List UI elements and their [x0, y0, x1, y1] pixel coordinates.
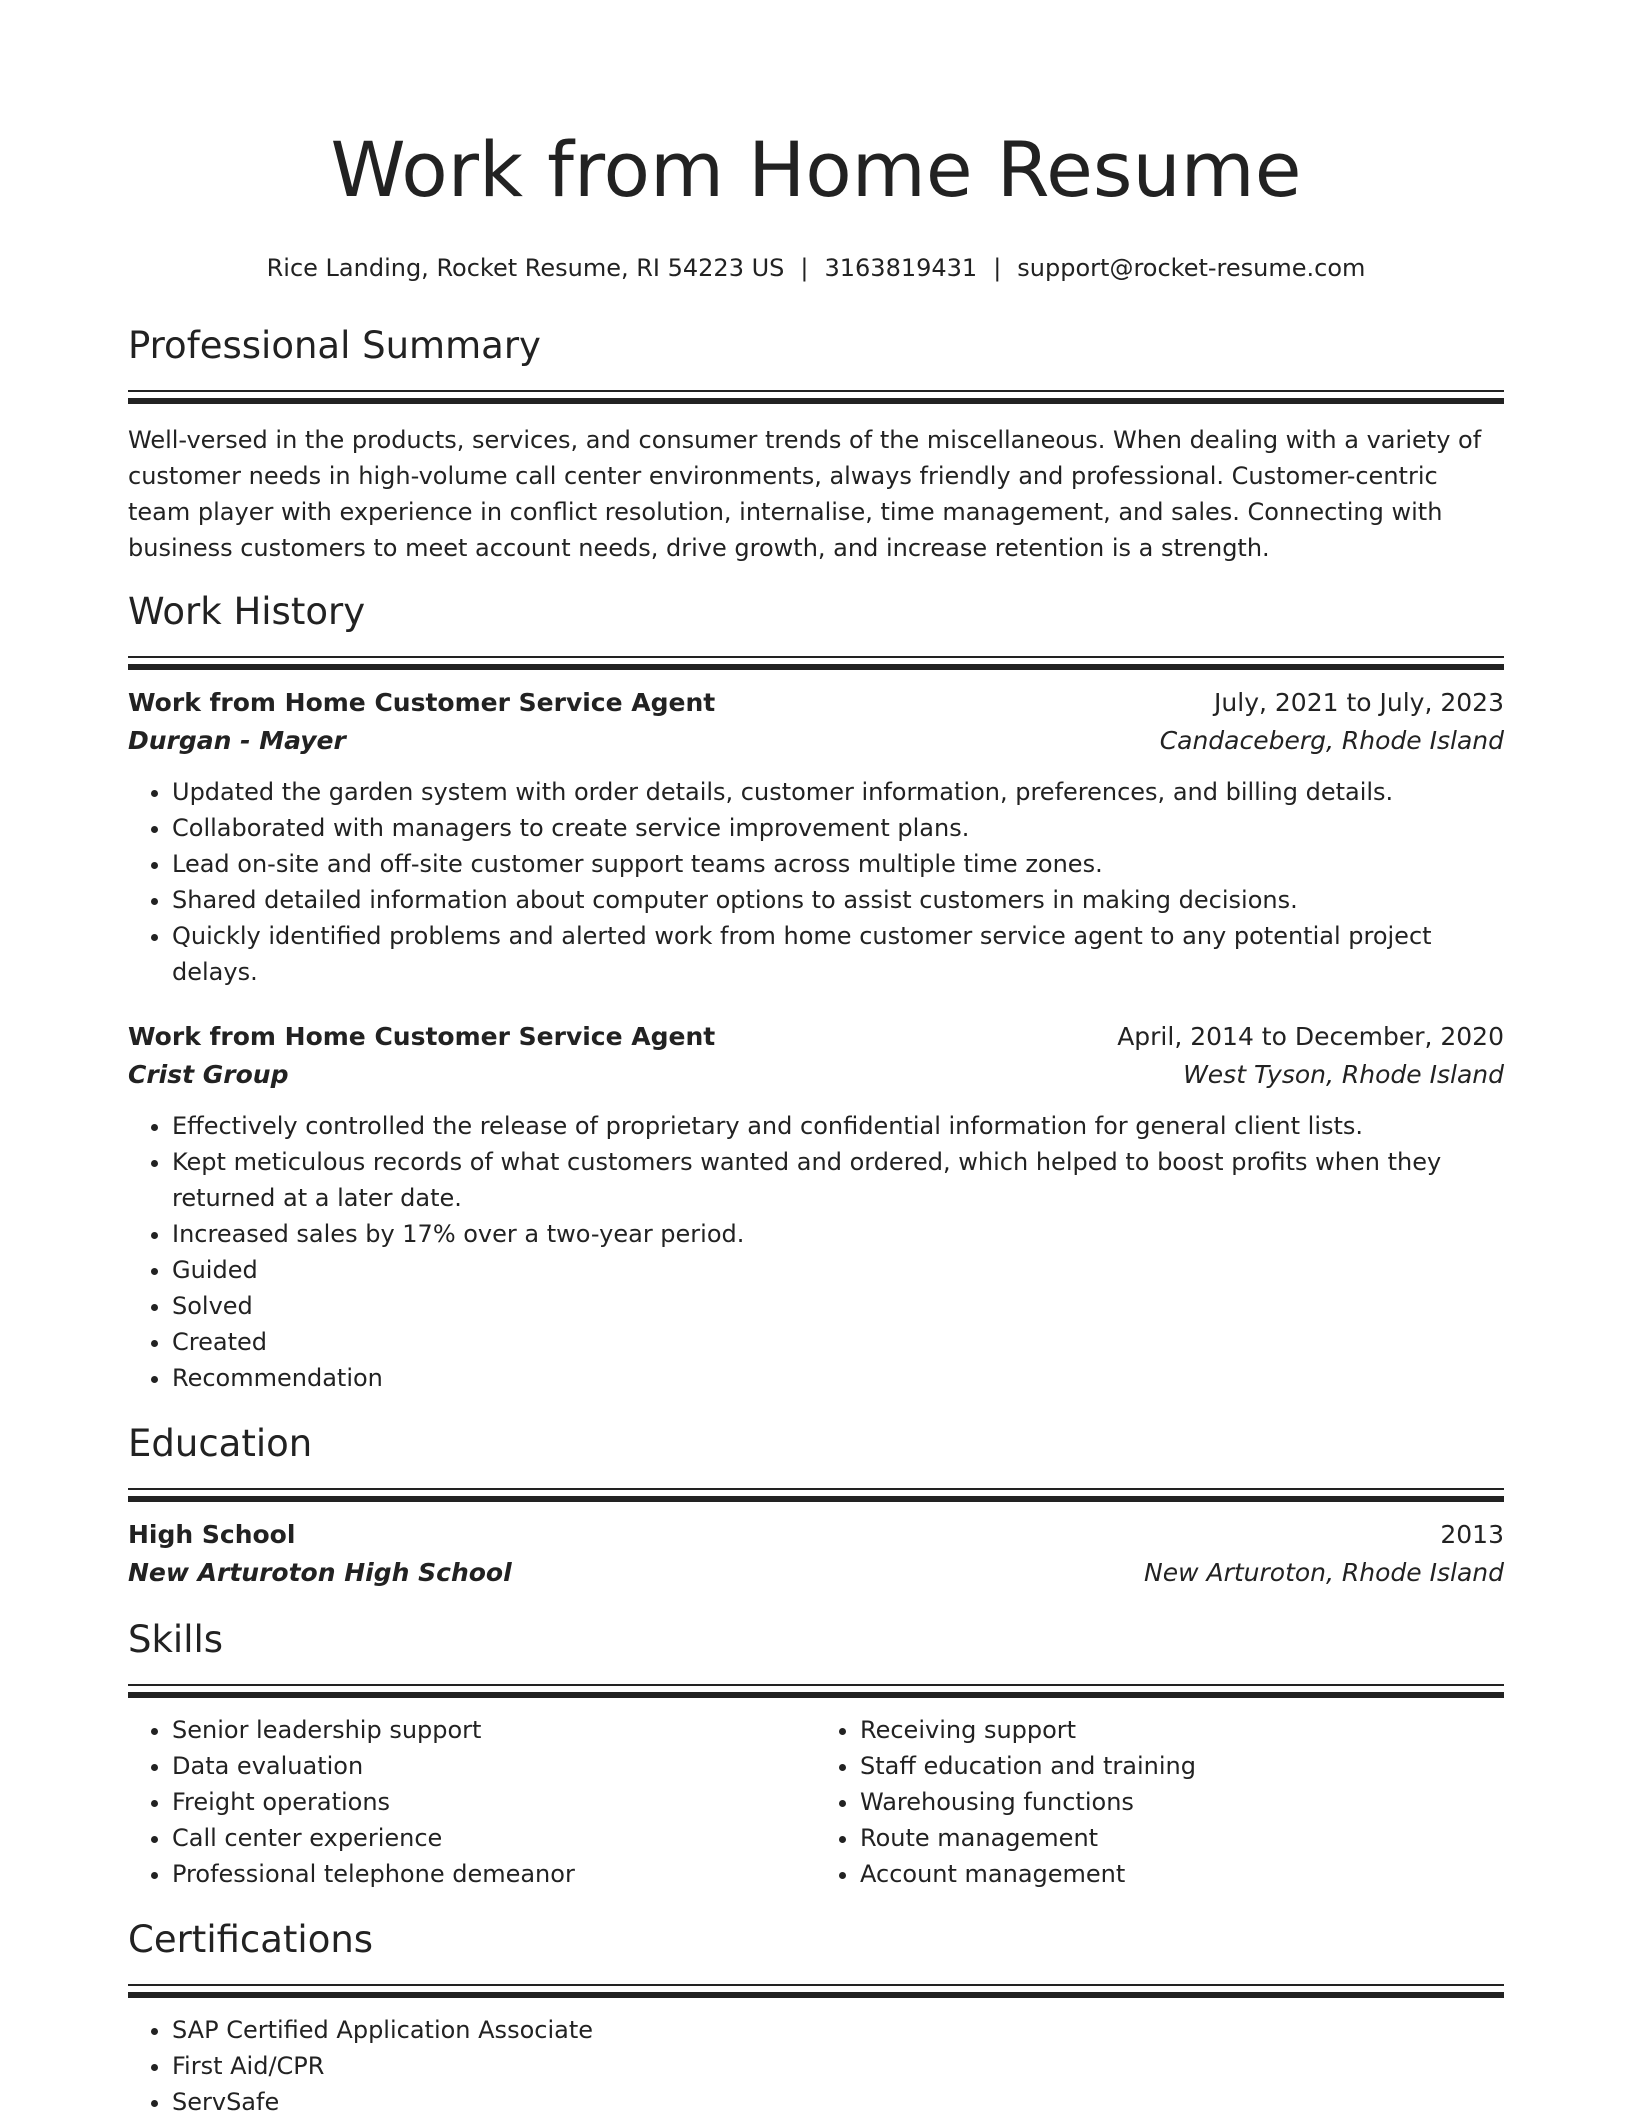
- work-section: [128, 588, 1504, 1396]
- list-item: • Quickly identified problems and alerted work from home customer service agent to any potential project delays.: [172, 918, 1504, 990]
- list-item: • Recommendation: [172, 1360, 1504, 1396]
- job-title: Work from Home Customer Service Agent: [128, 1022, 716, 1051]
- list-item: • Increased sales by 17% over a two-year period.: [172, 1216, 1504, 1252]
- list-item: • Senior leadership support: [172, 1712, 816, 1748]
- job-dates: July, 2021 to July, 2023: [1214, 688, 1504, 717]
- education-degree: High School: [128, 1520, 296, 1549]
- section-heading-summary: Professional Summary: [128, 324, 541, 367]
- list-item: • Professional telephone demeanor: [172, 1856, 816, 1892]
- contact-email: support@rocket-resume.com: [1017, 254, 1366, 282]
- education-school: New Arturoton High School: [128, 1558, 512, 1587]
- list-item: • Guided: [172, 1252, 1504, 1288]
- job-subheader: [128, 1056, 1504, 1094]
- list-item: • Call center experience: [172, 1820, 816, 1856]
- list-item: • Route management: [860, 1820, 1504, 1856]
- section-heading-work: Work History: [128, 590, 366, 633]
- education-entry: [128, 1516, 1504, 1592]
- job-bullets: [128, 774, 1504, 990]
- education-subheader: [128, 1554, 1504, 1592]
- list-item: • Solved: [172, 1288, 1504, 1324]
- summary-section: [128, 322, 1504, 566]
- skills-columns: [128, 1712, 1504, 1892]
- contact-line: [128, 252, 1504, 284]
- list-item: • Warehousing functions: [860, 1784, 1504, 1820]
- job-header: [128, 1018, 1504, 1056]
- education-location: New Arturoton, Rhode Island: [1144, 1558, 1504, 1587]
- certifications-section: [128, 1916, 1504, 2120]
- list-item: • Effectively controlled the release of proprietary and confidential information for general client lists.: [172, 1108, 1504, 1144]
- list-item: • Data evaluation: [172, 1748, 816, 1784]
- section-divider: [128, 1984, 1504, 1998]
- job-entry: [128, 684, 1504, 990]
- job-header: [128, 684, 1504, 722]
- resume-page: [128, 0, 1504, 2120]
- certifications-list: [128, 2012, 1504, 2120]
- list-item: • Freight operations: [172, 1784, 816, 1820]
- education-section: [128, 1420, 1504, 1592]
- section-divider: [128, 656, 1504, 670]
- job-bullets: [128, 1108, 1504, 1396]
- list-item: • Created: [172, 1324, 1504, 1360]
- resume-title: Work from Home Resume: [330, 125, 1302, 214]
- summary-text: Well-versed in the products, services, and consumer trends of the miscellaneous. When dealing with a variety of customer needs in high-volume call center environments, always friendly and professional. Customer-centric team player with experience in conflict resolution, internalise, time management, and sales. Connecting with business customers to meet account needs, drive growth, and increase retention is a strength.: [128, 426, 1482, 562]
- section-heading-skills: Skills: [128, 1618, 224, 1661]
- job-entry: [128, 1018, 1504, 1396]
- list-item: • Lead on-site and off-site customer support teams across multiple time zones.: [172, 846, 1504, 882]
- job-company: Durgan - Mayer: [128, 726, 346, 755]
- list-item: • Account management: [860, 1856, 1504, 1892]
- education-header: [128, 1516, 1504, 1554]
- list-item: • Updated the garden system with order details, customer information, preferences, and billing details.: [172, 774, 1504, 810]
- job-location: West Tyson, Rhode Island: [1183, 1060, 1504, 1089]
- education-year: 2013: [1440, 1520, 1504, 1549]
- contact-address: Rice Landing, Rocket Resume, RI 54223 US: [266, 254, 785, 282]
- skills-list-left: [128, 1712, 816, 1892]
- section-heading-certifications: Certifications: [128, 1918, 374, 1961]
- section-heading-education: Education: [128, 1422, 313, 1465]
- job-location: Candaceberg, Rhode Island: [1159, 726, 1504, 755]
- list-item: • ServSafe: [172, 2084, 1504, 2120]
- contact-separator: |: [800, 254, 809, 282]
- section-divider: [128, 1488, 1504, 1502]
- job-title: Work from Home Customer Service Agent: [128, 688, 716, 717]
- section-divider: [128, 1684, 1504, 1698]
- skills-section: [128, 1616, 1504, 1892]
- list-item: • SAP Certified Application Associate: [172, 2012, 1504, 2048]
- job-company: Crist Group: [128, 1060, 289, 1089]
- list-item: • Receiving support: [860, 1712, 1504, 1748]
- contact-phone: 3163819431: [824, 254, 978, 282]
- list-item: • First Aid/CPR: [172, 2048, 1504, 2084]
- list-item: • Kept meticulous records of what customers wanted and ordered, which helped to boost profits when they returned at a later date.: [172, 1144, 1504, 1216]
- skills-list-right: [816, 1712, 1504, 1892]
- list-item: • Collaborated with managers to create service improvement plans.: [172, 810, 1504, 846]
- list-item: • Staff education and training: [860, 1748, 1504, 1784]
- section-divider: [128, 390, 1504, 404]
- list-item: • Shared detailed information about computer options to assist customers in making decisions.: [172, 882, 1504, 918]
- job-dates: April, 2014 to December, 2020: [1117, 1022, 1504, 1051]
- job-subheader: [128, 722, 1504, 760]
- contact-separator: |: [993, 254, 1002, 282]
